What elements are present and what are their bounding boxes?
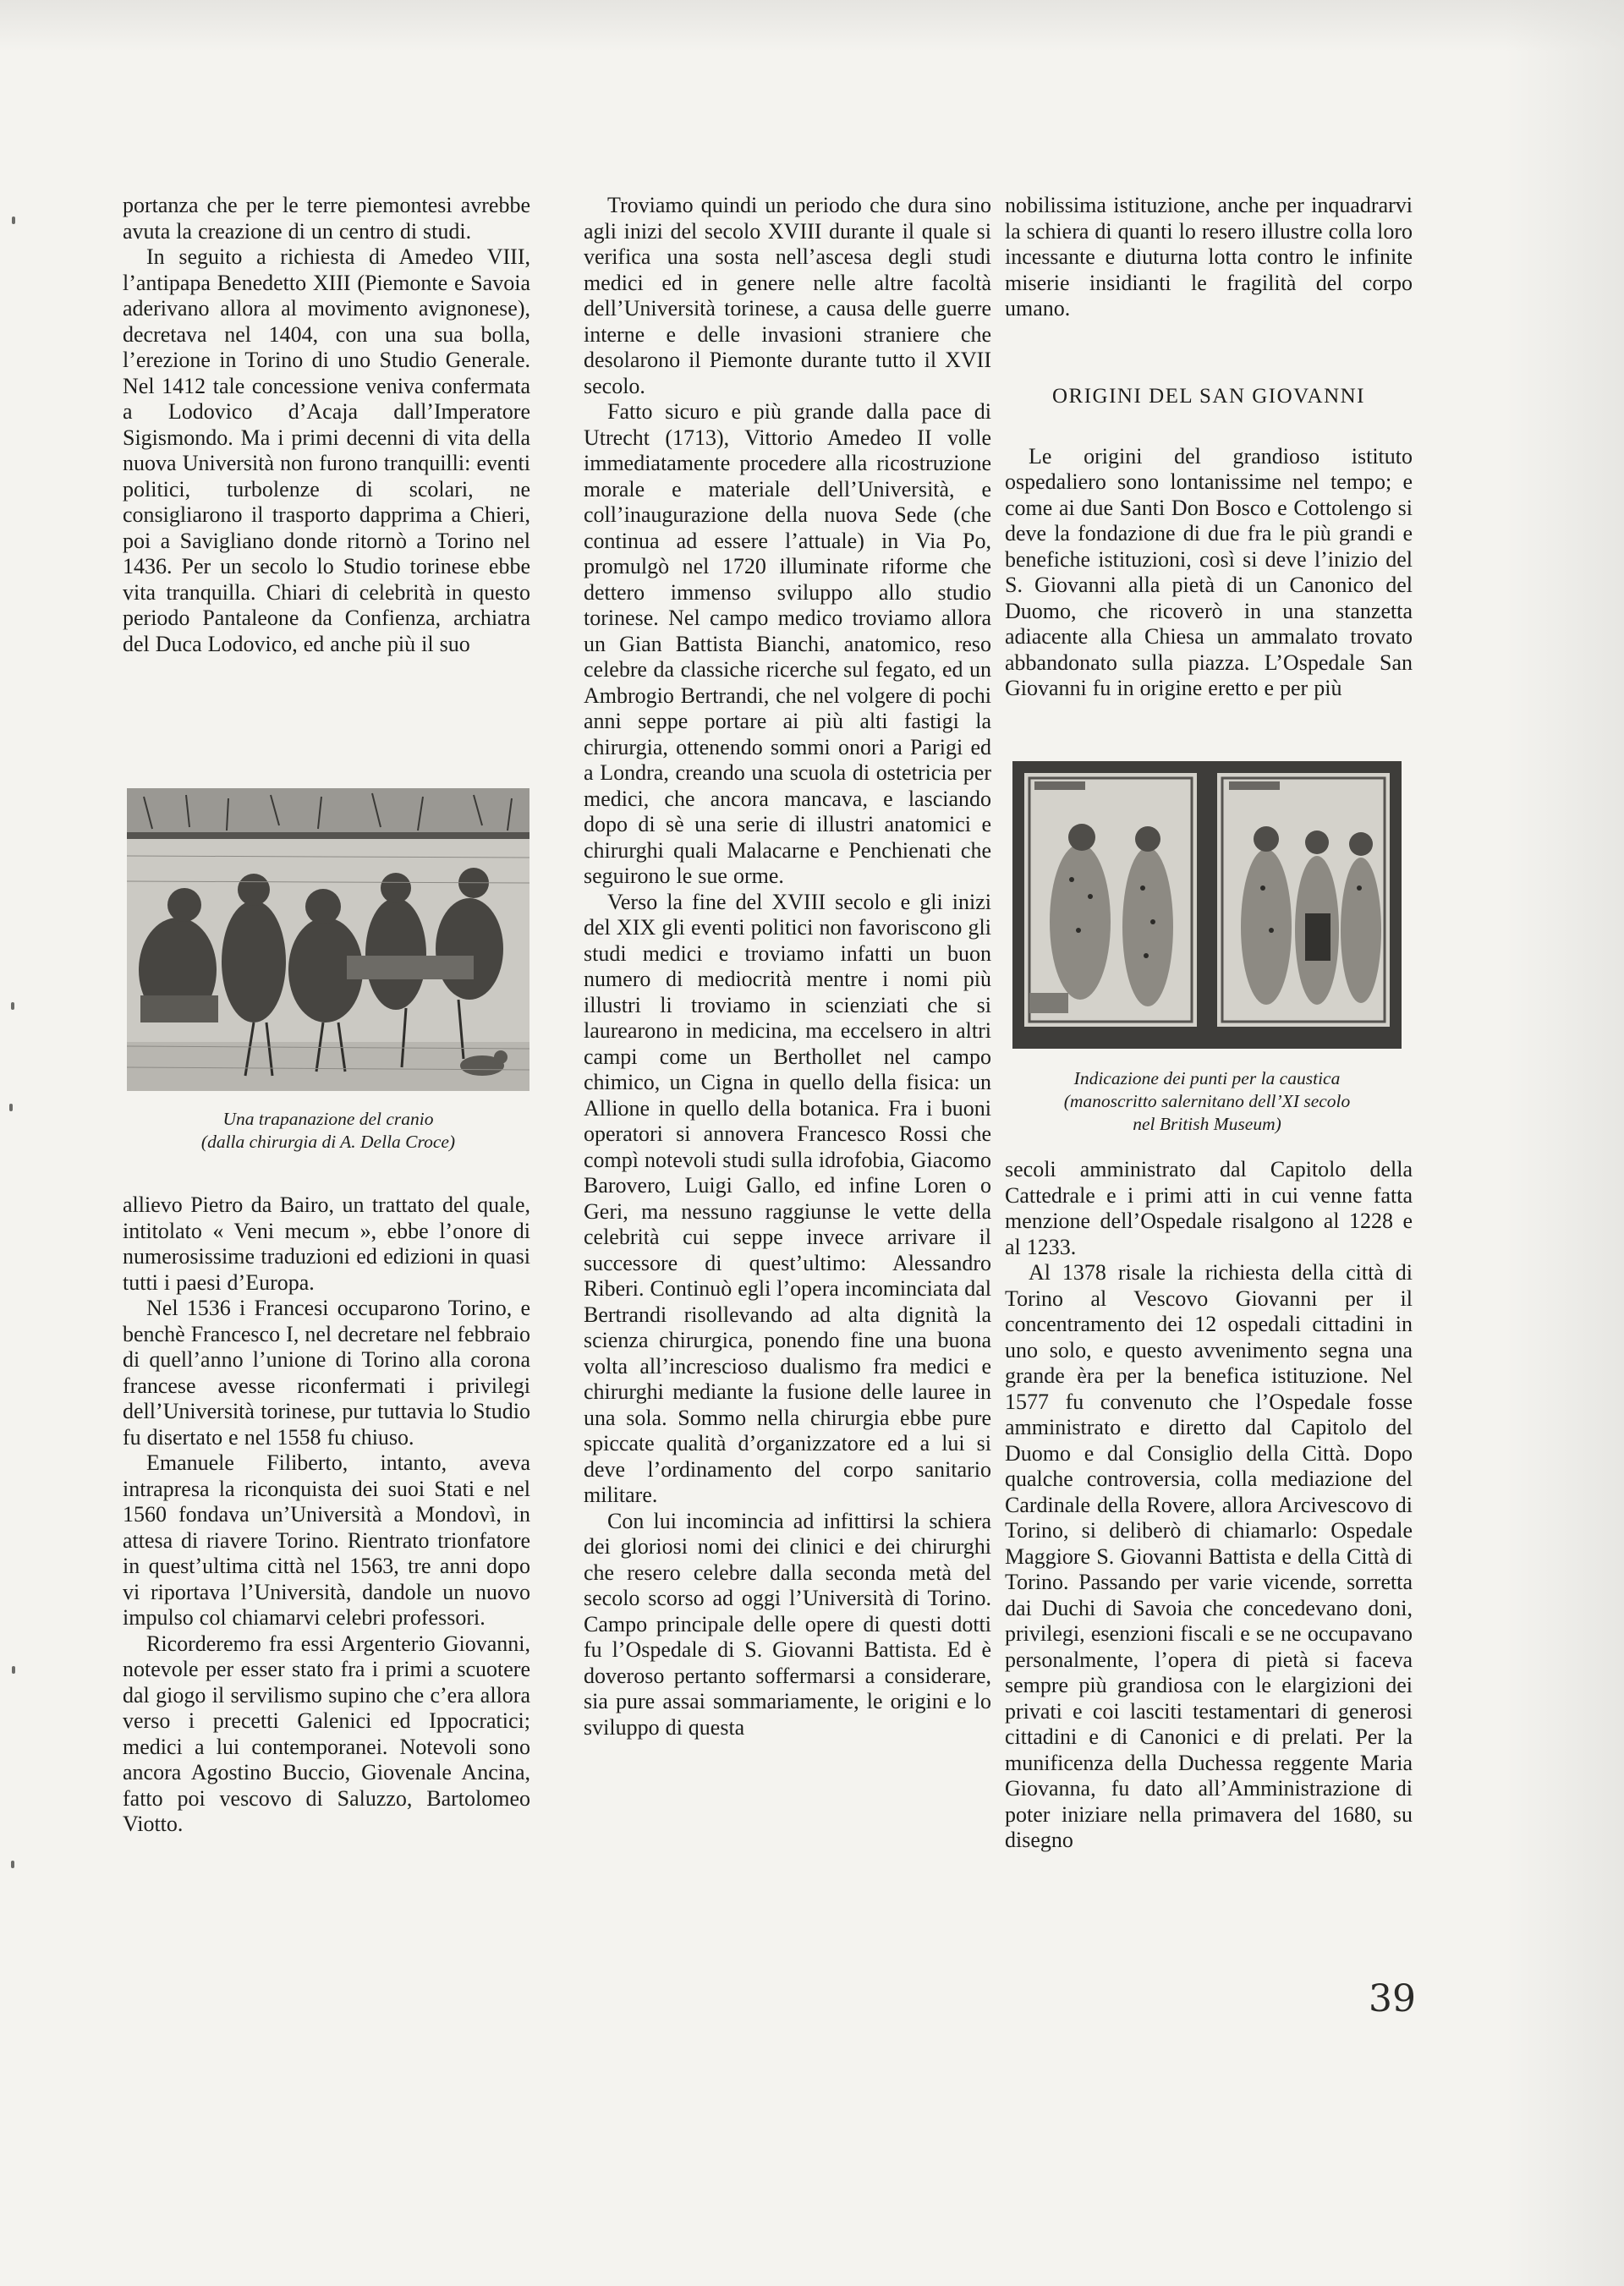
paragraph: Ricorderemo fra essi Argenterio Giovanni, notevole per esser stato fra i primi a scuotere dal giogo il servilismo supino che c’era allora verso i precetti Galenici ed Ippocratici; medici a lui contemporanei. Notevoli sono ancora Agostino Buccio, Giovenale Ancina, fatto poi vescovo di Saluzzo, Bartolomeo Viotto.	[123, 1631, 530, 1836]
page-edge-shadow	[1506, 0, 1624, 2286]
paragraph: Le origini del grandioso istituto ospedaliero sono lontanissime nel tempo; e come ai due Santi Don Bosco e Cottolengo si deve la fondazione di due fra le più grandi e benefiche istituzioni, così si deve l’inizio del S. Giovanni alla pietà di un Canonico del Duomo, che ricoverò in una stanzetta adiacente alla Chiesa un ammalato trovato abbandonato sulla piazza. L’Ospedale San Giovanni fu in origine eretto e per più	[1005, 443, 1413, 700]
paragraph: In seguito a richiesta di Amedeo VIII, l’antipapa Benedetto XIII (Piemonte e Savoia aderivano allora al movimento avignonese), decretava nel 1404, con una sua bolla, l’erezione in Torino di uno Studio Generale. Nel 1412 tale concessione veniva confermata a Lodovico d’Acaja dall’Imperatore Sigismondo. Ma i primi decenni di vita della nuova Università non furono tranquilli: eventi politici, turbolenze di scolari, ne consigliarono il trasporto dapprima a Chieri, poi a Savigliano donde ritornò a Torino nel 1436. Per un secolo lo Studio torinese ebbe vita tranquilla. Chiari di celebrità in questo periodo Pantaleone da Confienza, archiatra del Duca Lodovico, ed anche più il suo	[123, 244, 530, 656]
column-2	[584, 193, 991, 1741]
caption-line: (manoscritto salernitano dell’XI secolo	[1063, 1091, 1351, 1111]
figure-1-caption	[127, 1108, 529, 1154]
margin-speck	[9, 1104, 13, 1111]
caption-line: (dalla chirurgia di A. Della Croce)	[200, 1132, 456, 1152]
manuscript-miniature	[1012, 761, 1402, 1049]
page-number: 39	[1369, 1977, 1416, 2020]
column-1-bottom	[123, 1192, 530, 1838]
paragraph: Con lui incomincia ad infittirsi la schiera dei gloriosi nomi dei clinici e dei chirurghi che resero celebre dalla seconda metà del secolo scorso ad oggi l’Università di Torino. Campo principale delle opere di questi dotti fu l’Ospedale di S. Giovanni Battista. Ed è doveroso pertanto soffermarsi a considerare, sia pure assai sommariamente, le origini e lo sviluppo di questa	[584, 1508, 991, 1740]
margin-speck	[12, 217, 15, 224]
margin-speck	[11, 1002, 14, 1010]
margin-speck	[12, 1666, 15, 1674]
paragraph: portanza che per le terre piemontesi avrebbe avuta la creazione di un centro di studi.	[123, 193, 530, 244]
section-heading: ORIGINI DEL SAN GIOVANNI	[1052, 384, 1365, 408]
paragraph: nobilissima istituzione, anche per inquadrarvi la schiera di quanti lo resero illustre colla loro incessante e diuturna lotta contro le infinite miserie insidianti le fragilità del corpo umano.	[1005, 193, 1413, 321]
paragraph: Emanuele Filiberto, intanto, aveva intrapresa la riconquista dei suoi Stati e nel 1560 fondava un’Università a Mondovì, in attesa di riavere Torino. Rientrato trionfatore in quest’ultima città nel 1563, tre anni dopo vi riportava l’Università, dandole un nuovo impulso col chiamarvi celebri professori.	[123, 1450, 530, 1630]
paragraph: Verso la fine del XVIII secolo e gli inizi del XIX gli eventi politici non favoriscono gli studi medici e troviamo infatti un buon numero di mediocrità mentre i nomi più illustri li troviamo in scienziati che si laurearono in medicina, ma eccelsero in altri campi come un Berthollet nel campo chimico, un Cigna in quello della fisica: un Allione in quello della botanica. Fra i buoni operatori si annovera Francesco Rossi che compì notevoli studi sulla idrofobia, Giacomo Barovero, Luigi Gallo, ed infine Loren o Geri, ma nessuno raggiunse le vette della celebrità cui seppe invece arrivare il successore di quest’ultimo: Alessandro Riberi. Continuò egli l’opera incominciata dal Bertrandi risollevando ad alta dignità la scienza chirurgica, ponendo fine una buona volta all’increscioso dualismo fra medici e chirurghi mediante la fusione delle lauree in una sola. Sommo nella chirurgia ebbe pure spiccate qualità d’organizzatore ed a lui si deve l’ordinamento del corpo sanitario militare.	[584, 889, 991, 1507]
illustration-manuscript-caustic-points	[1012, 761, 1402, 1049]
figure-2-caption	[1012, 1067, 1402, 1136]
column-1-top	[123, 193, 530, 657]
paragraph: Troviamo quindi un periodo che dura sino agli inizi del secolo XVIII durante il quale si verifica una sosta nell’ascesa degli studi medici ed in genere nelle altre facoltà dell’Università torinese, a causa delle guerre interne e delle invasioni straniere che desolarono il Piemonte durante tutto il XVII secolo.	[584, 193, 991, 398]
page-top-shadow	[0, 0, 1624, 51]
illustration-skull-trepanation	[127, 788, 529, 1091]
caption-line: nel British Museum)	[1133, 1114, 1281, 1134]
paragraph: allievo Pietro da Bairo, un trattato del quale, intitolato « Veni mecum », ebbe l’onore di numerosissime traduzioni ed edizioni in quasi tutti i paesi d’Europa.	[123, 1192, 530, 1295]
paragraph: Fatto sicuro e più grande dalla pace di Utrecht (1713), Vittorio Amedeo II volle immediatamente procedere alla ricostruzione morale e materiale dell’Università, e coll’inaugurazione della nuova Sede (che continua ad essere l’attuale) in Via Po, promulgò nel 1720 illuminate riforme che dettero immenso sviluppo allo studio torinese. Nel campo medico troviamo allora un Gian Battista Bianchi, anatomico, reso celebre da classiche ricerche sul fegato, ed un Ambrogio Bertrandi, che nel volgere di pochi anni seppe portare ai più alti fastigi la chirurgia, ottenendo sommi onori a Parigi ed a Londra, creando una scuola di ostetricia per medici, che ancora mancava, e lasciando dopo di sè una serie di illustri anatomici e chirurghi quali Malacarne e Penchienati che seguirono le sue orme.	[584, 399, 991, 888]
margin-speck	[11, 1861, 14, 1868]
column-3-bottom	[1005, 1157, 1413, 1854]
woodcut-engraving	[127, 788, 529, 1091]
column-3-top	[1005, 193, 1413, 702]
paragraph: secoli amministrato dal Capitolo della Cattedrale e i primi atti in cui venne fatta menzione dell’Ospedale risalgono al 1228 e al 1233.	[1005, 1157, 1413, 1259]
paragraph: Nel 1536 i Francesi occuparono Torino, e benchè Francesco I, nel decretare nel febbraio di quell’anno l’unione di Torino alla corona francese avesse riconfermati i privilegi dell’Università torinese, pur tuttavia lo Studio fu disertato e nel 1558 fu chiuso.	[123, 1296, 530, 1450]
caption-line: Una trapanazione del cranio	[222, 1109, 434, 1129]
caption-line: Indicazione dei punti per la caustica	[1073, 1068, 1341, 1088]
paragraph: Al 1378 risale la richiesta della città di Torino al Vescovo Giovanni per il concentramento dei 12 ospedali cittadini in uno solo, e questo avvenimento segna una grande èra per la benefica istituzione. Nel 1577 fu convenuto che l’Ospedale fosse amministrato e diretto dal Capitolo del Duomo e dal Consiglio della Città. Dopo qualche controversia, colla mediazione del Cardinale della Rovere, allora Arcivescovo di Torino, si deliberò di chiamarlo: Ospedale Maggiore S. Giovanni Battista e della Città di Torino. Passando per varie vicende, sorretta dai Duchi di Savoia che concedevano doni, privilegi, esenzioni fiscali e se ne occupavano personalmente, l’opera di pietà si faceva sempre più grandiosa con le elargizioni dei privati e coi lasciti testamentari di generosi cittadini e di Canonici e di prelati. Per la munificenza della Duchessa reggente Maria Giovanna, fu dato all’Amministrazione di poter iniziare nella primavera del 1680, su disegno	[1005, 1260, 1413, 1852]
